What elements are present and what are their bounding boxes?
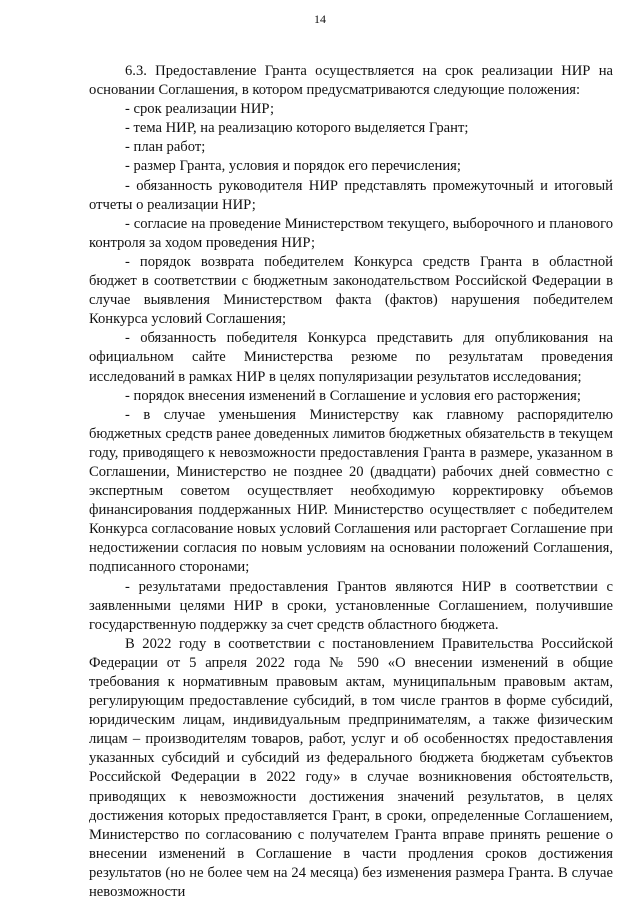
list-item: - порядок возврата победителем Конкурса средств Гранта в областной бюджет в соответствии с бюджетным законодательством Российской Федерации в случае выявления Министерством факта (фактов) нарушения победителем Конкурса условий Соглашения;: [89, 253, 613, 328]
list-item: - размер Гранта, условия и порядок его перечисления;: [125, 158, 461, 175]
document-body: [89, 62, 613, 902]
paragraph-6-3: 6.3. Предоставление Гранта осуществляется на срок реализации НИР на основании Соглашения, в котором предусматриваются следующие положения:: [89, 63, 613, 99]
list-item: - в случае уменьшения Министерству как главному распорядителю бюджетных средств ранее доведенных лимитов бюджетных обязательств в текущем году, приводящего к невозможности предоставления Гранта в размере, указанном в Соглашении, Министерство не позднее 20 (двадцати) рабочих дней совместно с экспертным советом осуществляет необходимую корректировку объемов финансирования поддержанных НИР. Министерство осуществляет с победителем Конкурса согласование новых условий Соглашения или расторгает Соглашение при недостижении согласия по новым условиям на основании положений Соглашения, подписанного сторонами;: [89, 406, 613, 576]
list-item: - срок реализации НИР;: [125, 101, 275, 118]
list-item: - обязанность победителя Конкурса представить для опубликования на официальном сайте Министерства резюме по результатам проведения исследований в рамках НИР в целях популяризации результатов исследования;: [89, 330, 613, 385]
list-item: - план работ;: [125, 139, 206, 156]
list-item: - обязанность руководителя НИР представлять промежуточный и итоговый отчеты о реализации НИР;: [89, 177, 613, 213]
list-item: - результатами предоставления Грантов являются НИР в соответствии с заявленными целями НИР в сроки, установленные Соглашением, получившие государственную поддержку за счет средств областного бюджета.: [89, 578, 613, 633]
page-number: 14: [314, 12, 326, 26]
list-item: - тема НИР, на реализацию которого выделяется Грант;: [125, 120, 469, 137]
list-item: - согласие на проведение Министерством текущего, выборочного и планового контроля за ходом проведения НИР;: [89, 215, 613, 251]
list-item: - порядок внесения изменений в Соглашение и условия его расторжения;: [125, 387, 581, 404]
paragraph-2022: В 2022 году в соответствии с постановлением Правительства Российской Федерации от 5 апреля 2022 года № 590 «О внесении изменений в общие требования к нормативным правовым актам, муниципальным правовым актам, регулирующим предоставление субсидий, в том числе грантов в форме субсидий, юридическим лицам, индивидуальным предпринимателям, а также физическим лицам – производителям товаров, работ, услуг и об особенностях предоставления указанных субсидий и субсидий из федерального бюджета бюджетам субъектов Российской Федерации в 2022 году» в случае возникновения обстоятельств, приводящих к невозможности достижения значений результатов, в целях достижения которых предоставляется Грант, в сроки, определенные Соглашением, Министерство по согласованию с получателем Гранта вправе принять решение о внесении изменений в Соглашение в части продления сроков достижения результатов (но не более чем на 24 месяца) без изменения размера Гранта. В случае невозможности: [89, 635, 613, 901]
